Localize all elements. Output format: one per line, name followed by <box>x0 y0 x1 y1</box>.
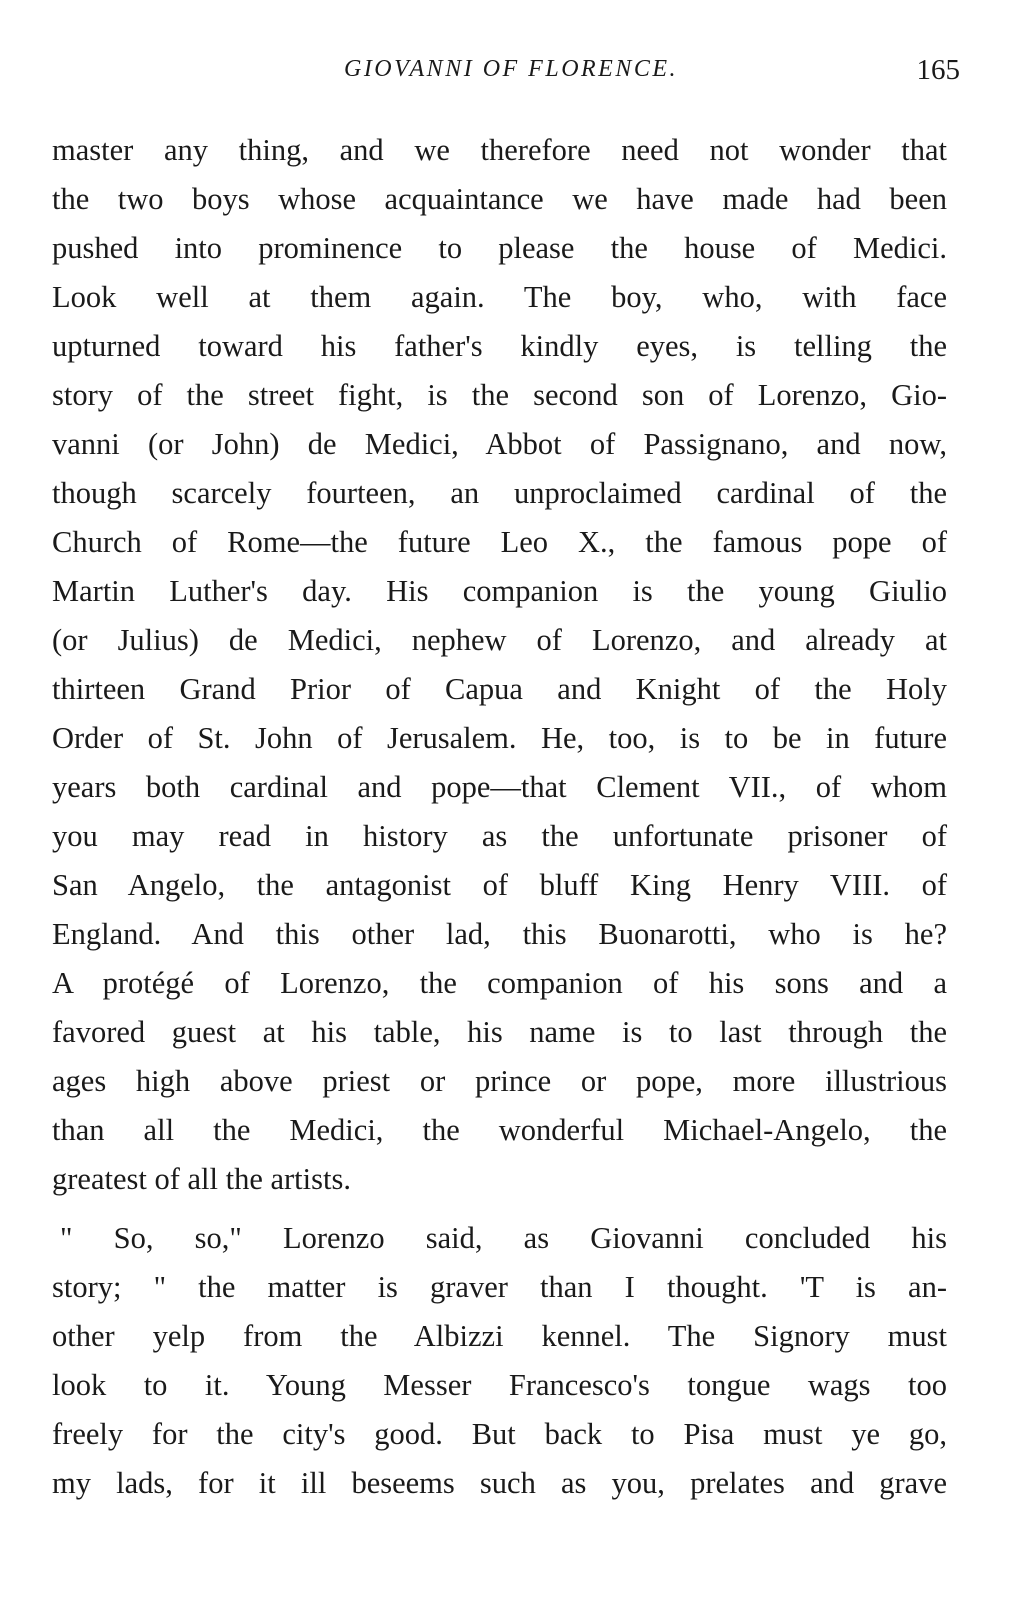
text-line: years both cardinal and pope—that Clement VII., of whom <box>52 770 947 804</box>
text-line: Church of Rome—the future Leo X., the famous pope of <box>52 525 947 559</box>
body-text <box>52 126 947 1508</box>
text-line: favored guest at his table, his name is to last through the <box>52 1015 947 1049</box>
running-title: GIOVANNI OF FLORENCE. <box>343 56 679 82</box>
text-line: " So, so," Lorenzo said, as Giovanni concluded his <box>60 1221 947 1255</box>
text-line: A protégé of Lorenzo, the companion of his sons and a <box>52 966 947 1000</box>
text-line: story of the street fight, is the second son of Lorenzo, Gio- <box>52 378 947 412</box>
text-line: pushed into prominence to please the house of Medici. <box>52 231 947 265</box>
text-line: story; " the matter is graver than I thought. 'T is an- <box>52 1270 947 1304</box>
text-line: greatest of all the artists. <box>52 1162 351 1196</box>
text-line: Look well at them again. The boy, who, with face <box>52 280 947 314</box>
text-line: ages high above priest or prince or pope, more illustrious <box>52 1064 947 1098</box>
paragraph-2 <box>52 1214 947 1508</box>
text-line: (or Julius) de Medici, nephew of Lorenzo, and already at <box>52 623 947 657</box>
text-line: other yelp from the Albizzi kennel. The Signory must <box>52 1319 947 1353</box>
text-line: England. And this other lad, this Buonarotti, who is he? <box>52 917 947 951</box>
running-head <box>56 50 966 98</box>
text-line: look to it. Young Messer Francesco's tongue wags too <box>52 1368 947 1402</box>
text-line: you may read in history as the unfortunate prisoner of <box>52 819 947 853</box>
text-line: though scarcely fourteen, an unproclaimed cardinal of the <box>52 476 947 510</box>
text-line: upturned toward his father's kindly eyes, is telling the <box>52 329 947 363</box>
text-line: my lads, for it ill beseems such as you, prelates and grave <box>52 1466 947 1500</box>
text-line: the two boys whose acquaintance we have made had been <box>52 182 947 216</box>
paragraph-gap <box>52 1204 947 1214</box>
text-line: thirteen Grand Prior of Capua and Knight of the Holy <box>52 672 947 706</box>
text-line: Order of St. John of Jerusalem. He, too, is to be in future <box>52 721 947 755</box>
text-line: than all the Medici, the wonderful Michael-Angelo, the <box>52 1113 947 1147</box>
paragraph-1 <box>52 126 947 1204</box>
text-line: Martin Luther's day. His companion is the young Giulio <box>52 574 947 608</box>
text-line: San Angelo, the antagonist of bluff King Henry VIII. of <box>52 868 947 902</box>
text-line: vanni (or John) de Medici, Abbot of Passignano, and now, <box>52 427 947 461</box>
page-number: 165 <box>916 54 960 86</box>
text-line: freely for the city's good. But back to Pisa must ye go, <box>52 1417 947 1451</box>
text-line: master any thing, and we therefore need not wonder that <box>52 133 947 167</box>
